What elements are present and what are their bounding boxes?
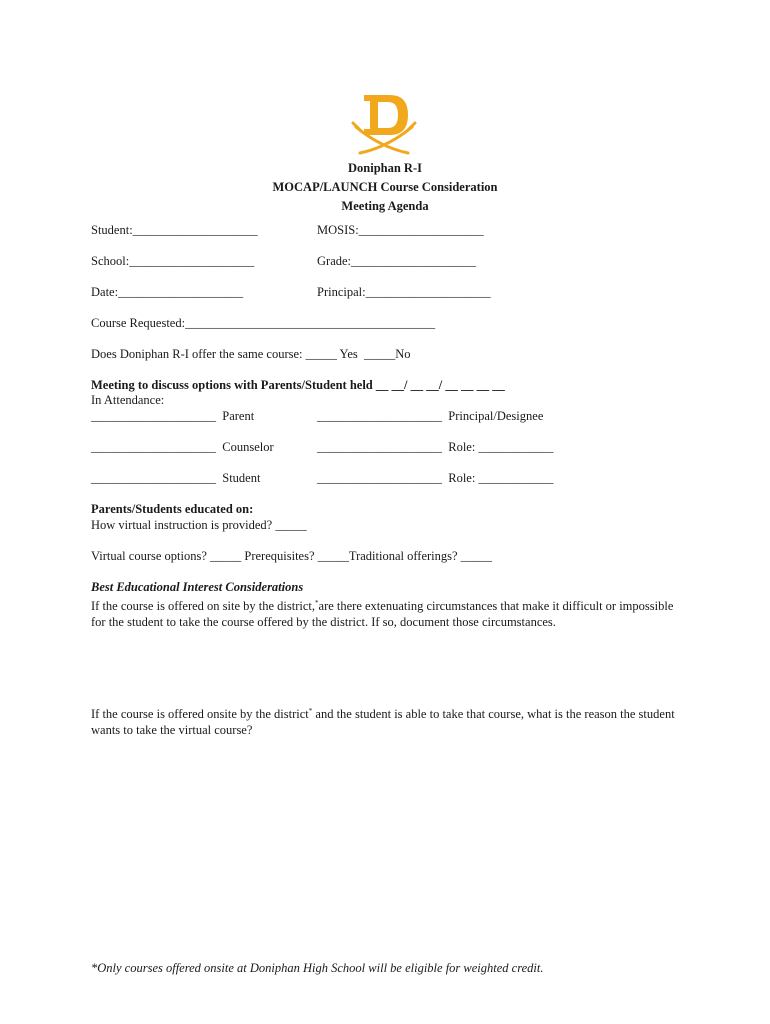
paragraph-text: If the course is offered on site by the district, [91,599,316,614]
virtual-instruction-question[interactable]: How virtual instruction is provided? _____ [91,518,307,532]
school-field[interactable]: School:____________________ [91,254,255,268]
attendance-counselor[interactable]: ____________________ Counselor [91,440,274,454]
paragraph-text: If the course is offered onsite by the district [91,707,309,722]
reason-paragraph [91,703,691,738]
crossed-sabers-icon [353,123,415,153]
form-title: MOCAP/LAUNCH Course Consideration [272,180,498,194]
attendance-role-1[interactable]: ____________________ Role: ____________ [317,440,554,454]
educated-heading: Parents/Students educated on: [91,502,254,516]
student-field[interactable]: Student:____________________ [91,223,258,237]
school-name: Doniphan R-I [348,161,422,175]
weighted-credit-footnote: *Only courses offered onsite at Doniphan High School will be eligible for weighted credit. [91,961,544,975]
grade-field[interactable]: Grade:____________________ [317,254,477,268]
mosis-field[interactable]: MOSIS:____________________ [317,223,484,237]
attendance-principal[interactable]: ____________________ Principal/Designee [317,409,544,423]
attendance-role-2[interactable]: ____________________ Role: ____________ [317,471,554,485]
best-interest-heading: Best Educational Interest Considerations [91,580,304,594]
paragraph-text: and the student is able to take that course, what is the reason the student wants to take the virtual course? [91,707,675,738]
attendance-student[interactable]: ____________________ Student [91,471,261,485]
d-letter-icon [364,95,408,135]
meeting-heading: Meeting to discuss options with Parents/Student held __ __/ __ __/ __ __ __ __ [91,378,505,392]
attendance-parent[interactable]: ____________________ Parent [91,409,255,423]
doniphan-logo [350,93,418,157]
principal-field[interactable]: Principal:____________________ [317,285,491,299]
same-course-question[interactable]: Does Doniphan R-I offer the same course: _____ Yes _____No [91,347,411,361]
course-requested-field[interactable]: Course Requested:________________________________________ [91,316,436,330]
in-attendance-label: In Attendance: [91,393,165,407]
form-header [0,159,770,216]
date-field[interactable]: Date:____________________ [91,285,244,299]
course-options-question[interactable]: Virtual course options? _____ Prerequisites? _____Traditional offerings? _____ [91,549,492,563]
form-subtitle: Meeting Agenda [341,199,429,213]
paragraph-text: are there extenuating circumstances that make it difficult or impossible for the student to take the course offered by the district. If so, document those circumstances. [91,599,674,630]
footnote-mark: * [308,707,313,715]
footnote-mark: * [315,599,319,607]
circumstances-paragraph [91,595,691,630]
